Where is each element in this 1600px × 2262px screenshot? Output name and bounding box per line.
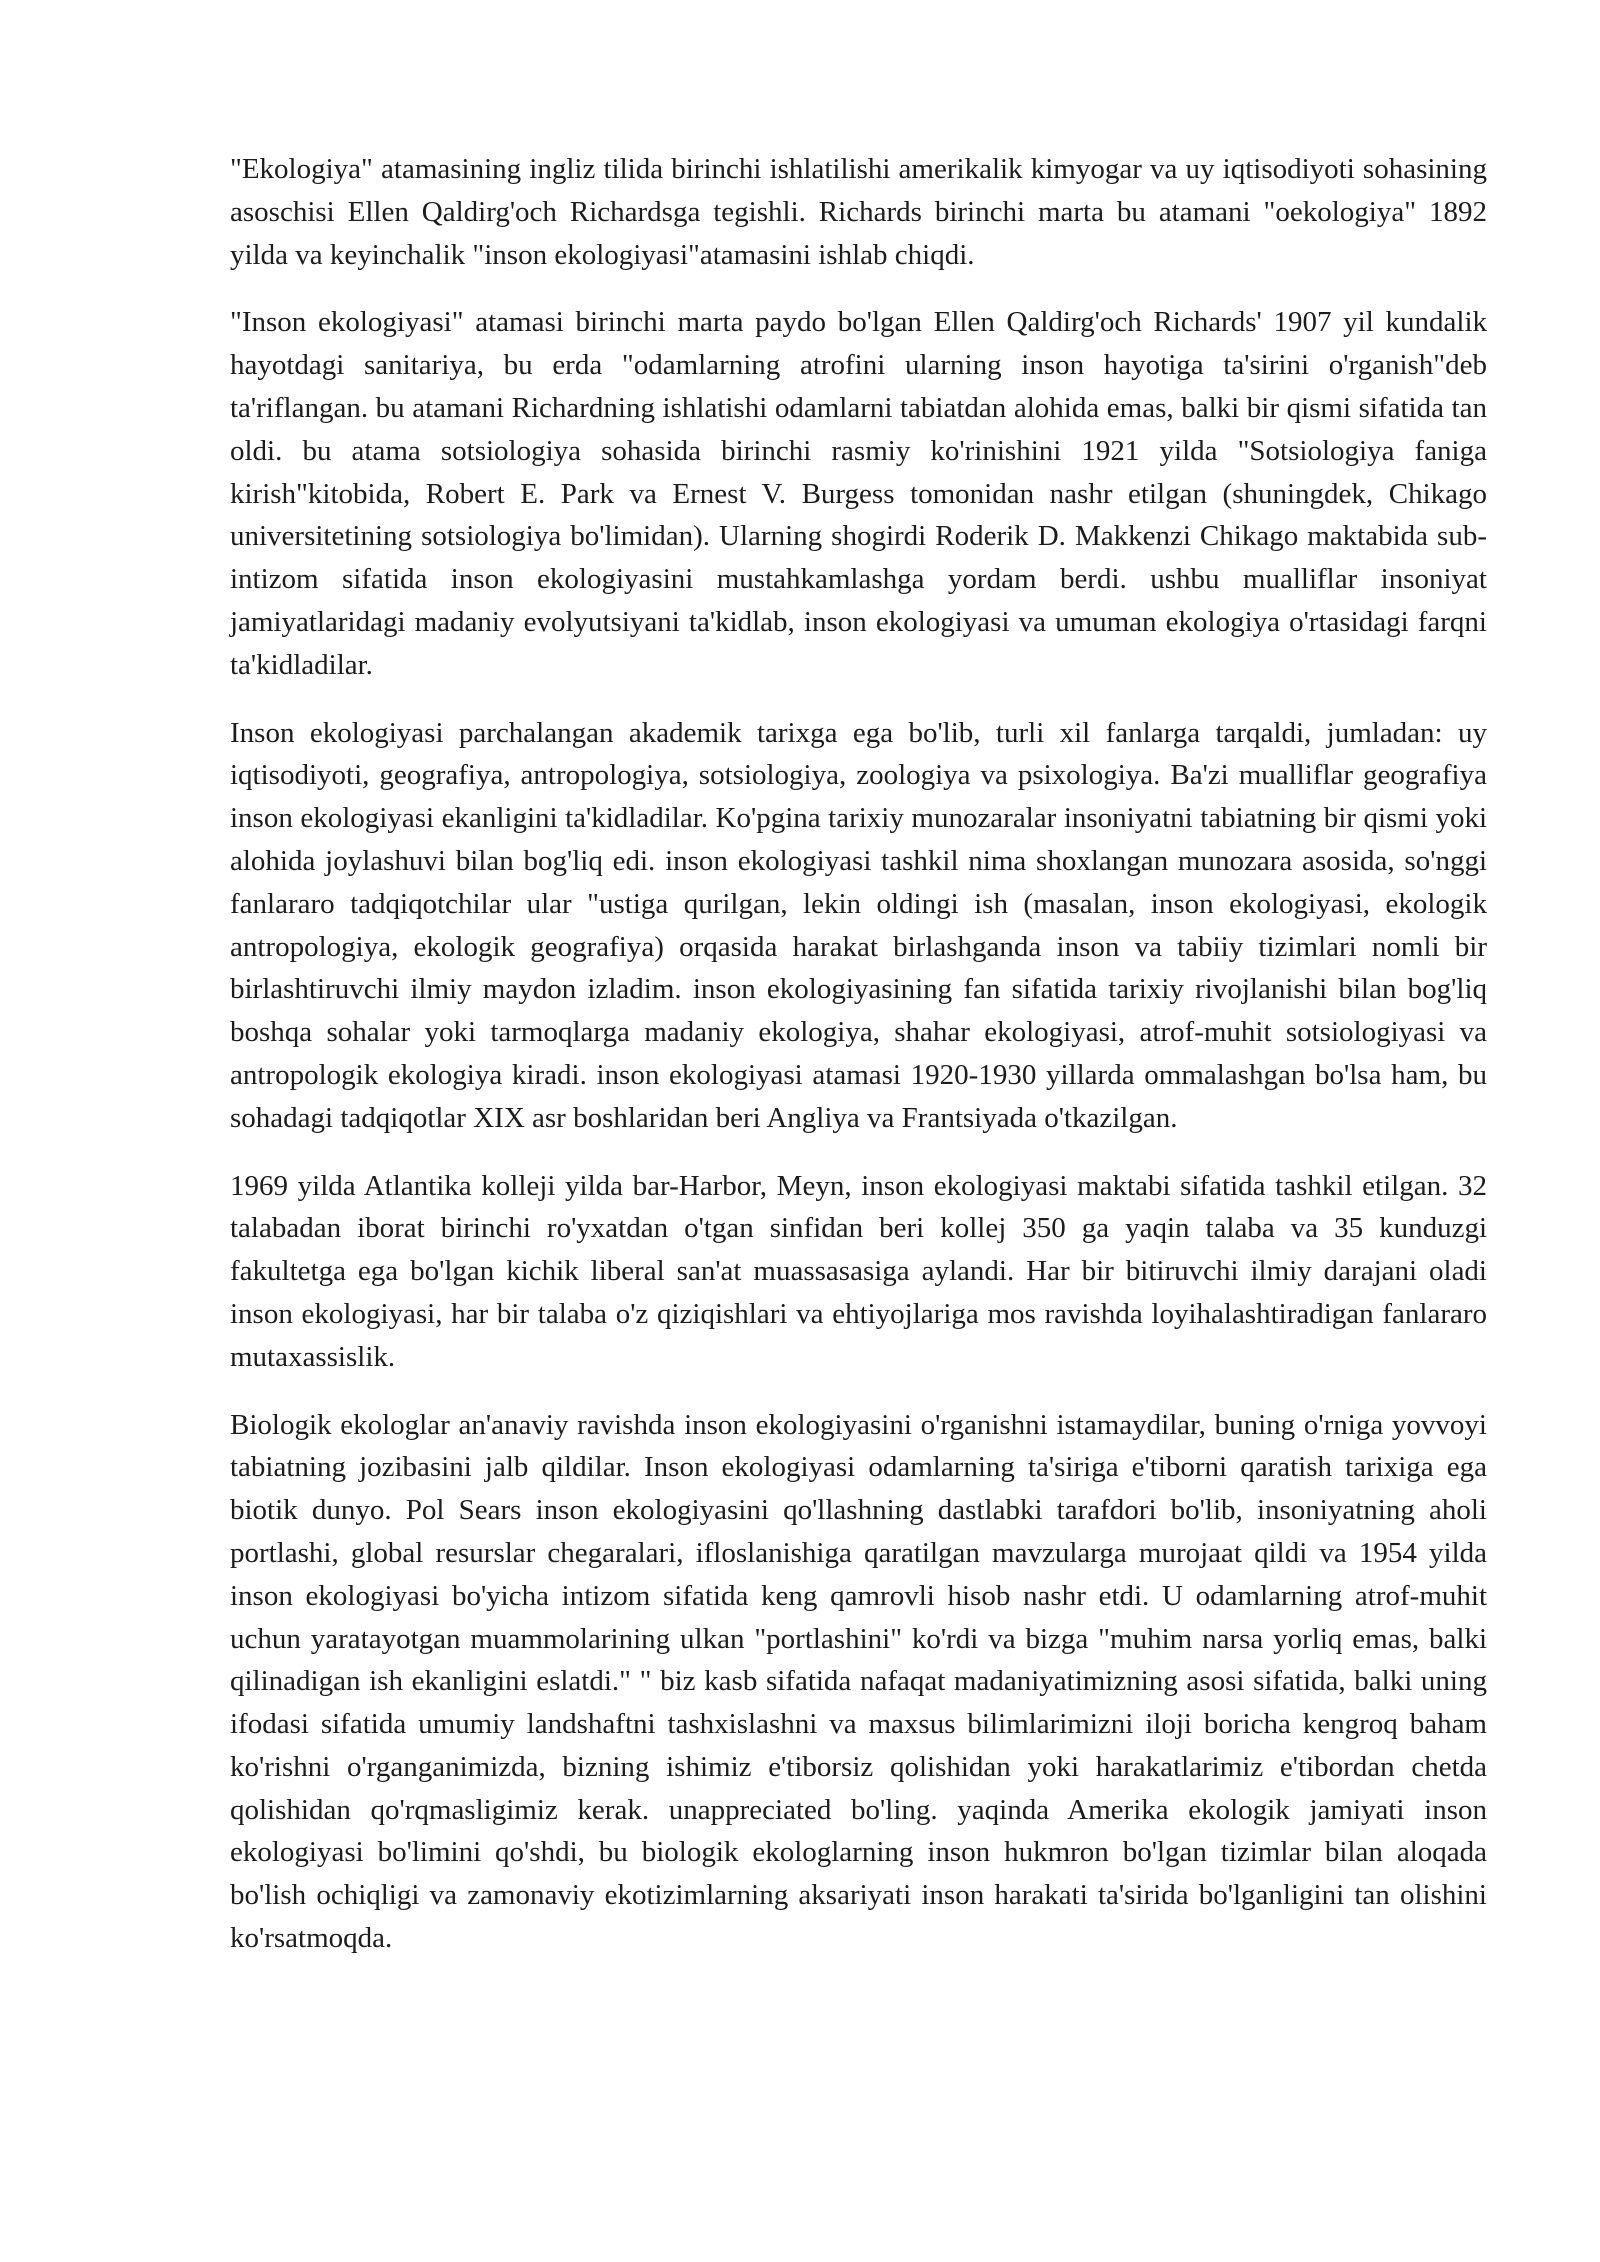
paragraph-ekologiya-term-origin: "Ekologiya" atamasining ingliz tilida birinchi ishlatilishi amerikalik kimyogar va uy iqtisodiyoti sohasining asoschisi Ellen Qaldirg'och Richardsga tegishli. Richards birinchi marta bu atamani "oekologiya" 1892 yilda va keyinchalik "inson ekologiyasi"atamasini ishlab chiqdi. [230,153,1487,271]
paragraph-human-ecology-history: "Inson ekologiyasi" atamasi birinchi marta paydo bo'lgan Ellen Qaldirg'och Richards' 1907 yil kundalik hayotdagi sanitariya, bu erda "odamlarning atrofini ularning inson hayotiga ta'sirini o'rganish"deb ta'riflangan. bu atamani Richardning ishlatishi odamlarni tabiatdan alohida emas, balki bir qismi sifatida tan oldi. bu atama sotsiologiya sohasida birinchi rasmiy ko'rinishini 1921 yilda "Sotsiologiya faniga kirish"kitobida, Robert E. Park va Ernest V. Burgess tomonidan nashr etilgan (shuningdek, Chikago universitetining sotsiologiya bo'limidan). Ularning shogirdi Roderik D. Makkenzi Chikago maktabida sub-intizom sifatida inson ekologiyasini mustahkamlashga yordam berdi. ushbu mualliflar insoniyat jamiyatlaridagi madaniy evolyutsiyani ta'kidlab, inson ekologiyasi va umuman ekologiya o'rtasidagi farqni ta'kidladilar. [230,306,1487,681]
document-body [230,148,1487,1985]
paragraph-academic-history: Inson ekologiyasi parchalangan akademik tarixga ega bo'lib, turli xil fanlarga tarqaldi, jumladan: uy iqtisodiyoti, geografiya, antropologiya, sotsiologiya, zoologiya va psixologiya. Ba'zi mualliflar geografiya inson ekologiyasi ekanligini ta'kidladilar. Ko'pgina tarixiy munozaralar insoniyatni tabiatning bir qismi yoki alohida joylashuvi bilan bog'liq edi. inson ekologiyasi tashkil nima shoxlangan munozara asosida, so'nggi fanlararo tadqiqotchilar ular "ustiga qurilgan, lekin oldingi ish (masalan, inson ekologiyasi, ekologik antropologiya, ekologik geografiya) orqasida harakat birlashganda inson va tabiiy tizimlari nomli bir birlashtiruvchi ilmiy maydon izladim. inson ekologiyasining fan sifatida tarixiy rivojlanishi bilan bog'liq boshqa sohalar yoki tarmoqlarga madaniy ekologiya, shahar ekologiyasi, atrof-muhit sotsiologiyasi va antropologik ekologiya kiradi. inson ekologiyasi atamasi 1920-1930 yillarda ommalashgan bo'lsa ham, bu sohadagi tadqiqotlar XIX asr boshlaridan beri Angliya va Frantsiyada o'tkazilgan. [230,716,1487,1134]
paragraph-biological-ecologists: Biologik ekologlar an'anaviy ravishda inson ekologiyasini o'rganishni istamaydilar, buning o'rniga yovvoyi tabiatning jozibasini jalb qildilar. Inson ekologiyasi odamlarning ta'siriga e'tiborni qaratish tarixiga ega biotik dunyo. Pol Sears inson ekologiyasini qo'llashning dastlabki tarafdori bo'lib, insoniyatning aholi portlashi, global resurslar chegaralari, ifloslanishiga qaratilgan mavzularga murojaat qildi va 1954 yilda inson ekologiyasi bo'yicha intizom sifatida keng qamrovli hisob nashr etdi. U odamlarning atrof-muhit uchun yaratayotgan muammolarining ulkan "portlashini" ko'rdi va bizga "muhim narsa yorliq emas, balki qilinadigan ish ekanligini eslatdi." " biz kasb sifatida nafaqat madaniyatimizning asosi sifatida, balki uning ifodasi sifatida umumiy landshaftni tashxislashni va maxsus bilimlarimizni iloji boricha kengroq baham ko'rishni o'rganganimizda, bizning ishimiz e'tiborsiz qolishidan yoki harakatlarimiz e'tibordan chetda qolishidan qo'rqmasligimiz kerak. unappreciated bo'ling. yaqinda Amerika ekologik jamiyati inson ekologiyasi bo'limini qo'shdi, bu biologik ekologlarning inson hukmron bo'lgan tizimlar bilan aloqada bo'lish ochiqligi va zamonaviy ekotizimlarning aksariyati inson harakati ta'sirida bo'lganligini tan olishini ko'rsatmoqda. [230,1408,1487,1955]
paragraph-atlantic-college: 1969 yilda Atlantika kolleji yilda bar-Harbor, Meyn, inson ekologiyasi maktabi sifatida tashkil etilgan. 32 talabadan iborat birinchi ro'yxatdan o'tgan sinfidan beri kollej 350 ga yaqin talaba va 35 kunduzgi fakultetga ega bo'lgan kichik liberal san'at muassasasiga aylandi. Har bir bitiruvchi ilmiy darajani oladi inson ekologiyasi, har bir talaba o'z qiziqishlari va ehtiyojlariga mos ravishda loyihalashtiradigan fanlararo mutaxassislik. [230,1169,1487,1373]
